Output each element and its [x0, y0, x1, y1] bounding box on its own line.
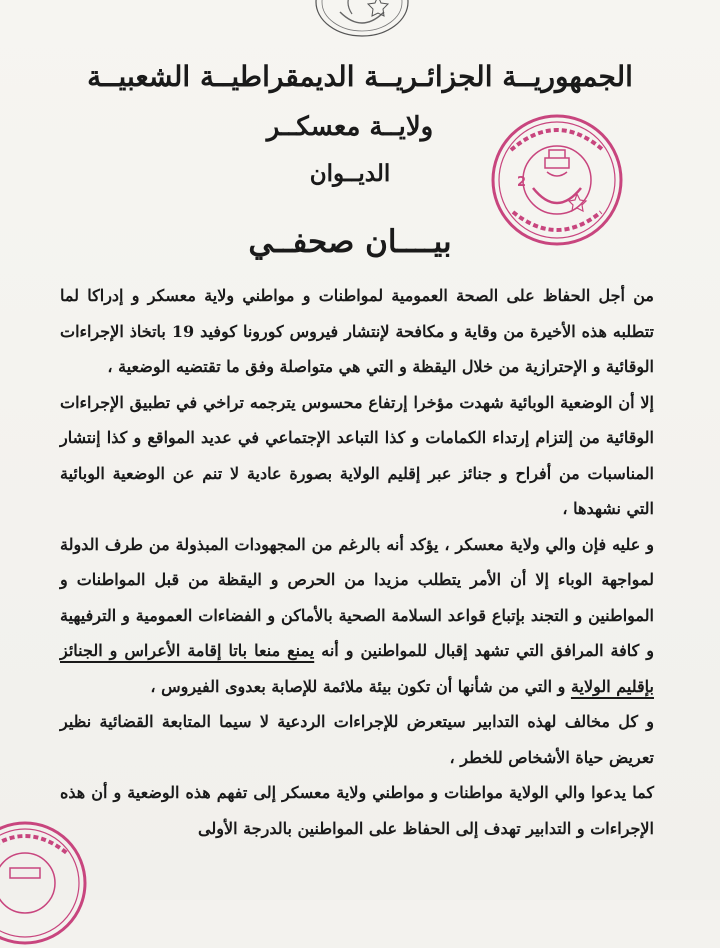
office-heading: الديــوان [309, 160, 391, 187]
paragraph-situation: إلا أن الوضعية الوبائية شهدت مؤخرا إرتفاع محسوس يترجمه تراخي في تطبيق الإجراءات الوقائية من إلتزام إرتداء الكمامات و كذا التباعد الإجتماعي في عديد المواقع و كذا إنتشار المناسبات من أفراح و جنائز عبر إقليم الولاية بصورة عادية لا تنم عن الوضعية الوبائية التي نشهدها ، [60, 392, 654, 518]
paragraph-intro: من أجل الحفاظ على الصحة العمومية لمواطنات و مواطني ولاية معسكر و إدراكا لما تتطلبه هذه الأخيرة من وقاية و مكافحة لإنتشار فيروس كورونا كوفيد 19 باتخاذ الإجراءات الوقائية و الإحترازية من خلال اليقظة و التي هي متواصلة وفق ما تقتضيه الوضعية ، [60, 286, 655, 376]
republic-heading: الجمهوريــة الجزائـريــة الديمقراطيــة الشعبيــة [87, 60, 633, 93]
measures-text: و عليه فإن والي ولاية معسكر ، يؤكد أنه بالرغم من المجهودات المبذولة من طرف الدولة لمواجهة الوباء إلا أن الأمر يتطلب مزيدا من الحرص و اليقظة من قبل المواطنات و المواطنين و التجند بإتباع قواعد السلامة الصحية بالأماكن و الفضاءات العمومية و الترفيهية و كافة المرافق التي تشهد إقبال للمواطنين و أنه [60, 534, 654, 660]
press-release-body [60, 278, 654, 846]
national-emblem-icon [312, 0, 412, 40]
paragraph-sanctions: و كل مخالف لهذه التدابير سيتعرض للإجراءات الردعية لا سيما المتابعة القضائية نظير تعريض حياة الأشخاص للخطر ، [60, 712, 654, 767]
measures-text-end: و التي من شأنها أن تكون بيئة ملائمة للإصابة بعدوى الفيروس ، [150, 676, 571, 696]
ban-notice: يمنع منعا باتا إقامة الأعراس و الجنائز بإقليم الولاية [60, 641, 654, 696]
wilaya-heading: ولايــة معسكــر [266, 112, 434, 142]
document-title: بيــــان صحفــي [248, 224, 452, 260]
stamp-number: 2 [517, 175, 527, 190]
paragraph-measures [60, 527, 654, 705]
paragraph-appeal: كما يدعوا والي الولاية مواطنات و مواطني ولاية معسكر إلى تفهم هذه الوضعية و أن هذه الإجراءات و التدابير تهدف إلى الحفاظ على المواطنين بالدرجة الأولى [60, 783, 654, 838]
